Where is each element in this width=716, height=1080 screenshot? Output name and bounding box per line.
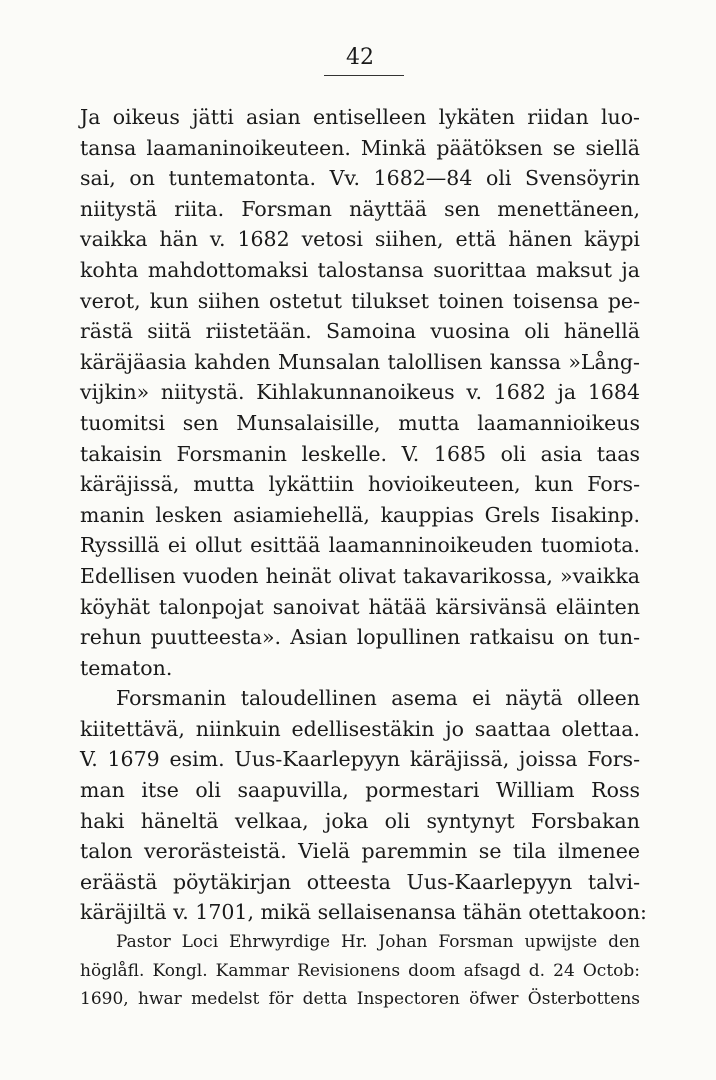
quoted-excerpt (80, 928, 640, 1014)
text-line: Ja oikeus jätti asian entiselleen lykäten riidan luo- (80, 105, 640, 129)
body-text (80, 102, 647, 928)
paragraph-2 (80, 683, 647, 928)
text-line: tansa laamaninoikeuteen. Minkä päätöksen se siellä (80, 135, 640, 160)
text-line: vijkin» niitystä. Kihlakunnanoikeus v. 1682 ja 1684 (80, 380, 640, 405)
text-line: vaikka hän v. 1682 vetosi siihen, että hänen käypi (80, 227, 640, 252)
text-line: man itse oli saapuvilla, pormestari William Ross (80, 778, 640, 803)
page-number: 42 (346, 45, 374, 70)
text-line: tuomitsi sen Munsalaisille, mutta laamannioikeus (80, 410, 640, 435)
text-line: sai, on tuntematonta. Vv. 1682—84 oli Svensöyrin (80, 166, 640, 191)
quote-line: Pastor Loci Ehrwyrdige Hr. Johan Forsman upwijste den (116, 932, 640, 952)
quote-line: höglåfl. Kongl. Kammar Revisionens doom afsagd d. 24 Octob: (80, 960, 640, 981)
text-line: käräjissä, mutta lykättiin hovioikeuteen, kun Fors- (80, 472, 640, 497)
text-line: rehun puutteesta». Asian lopullinen ratkaisu on tun- (80, 625, 640, 650)
text-line: takaisin Forsmanin leskelle. V. 1685 oli asia taas (80, 441, 640, 466)
text-line: eräästä pöytäkirjan otteesta Uus-Kaarlepyyn talvi- (80, 869, 640, 894)
header-rule (324, 75, 404, 76)
text-line: Ryssillä ei ollut esittää laamanninoikeuden tuomiota. (80, 533, 640, 558)
text-line: rästä siitä riistetään. Samoina vuosina oli hänellä (80, 319, 640, 344)
text-line: Edellisen vuoden heinät olivat takavarikossa, »vaikka (80, 563, 640, 588)
text-line: V. 1679 esim. Uus-Kaarlepyyn käräjissä, joissa Fors- (80, 747, 640, 772)
text-line: kiitettävä, niinkuin edellisestäkin jo saattaa olettaa. (80, 716, 640, 741)
text-line: köyhät talonpojat sanoivat hätää kärsivänsä eläinten (80, 594, 640, 619)
text-line: Forsmanin taloudellinen asema ei näytä olleen (116, 686, 640, 711)
text-line: kohta mahdottomaksi talostansa suorittaa maksut ja (80, 257, 640, 282)
text-line: niitystä riita. Forsman näyttää sen menettäneen, (80, 196, 640, 221)
text-line: käräjäasia kahden Munsalan talollisen kanssa »Lång- (80, 349, 640, 374)
document-page (80, 0, 647, 1080)
text-line: manin lesken asiamiehellä, kauppias Grels Iisakinp. (80, 502, 640, 527)
text-line: tematon. (80, 655, 173, 680)
text-line: verot, kun siihen ostetut tilukset toinen toisensa pe- (80, 288, 640, 313)
text-line: talon verorästeistä. Vielä paremmin se tila ilmenee (80, 839, 640, 864)
paragraph-1 (80, 102, 640, 683)
quote-line: 1690, hwar medelst för detta Inspectoren öfwer Österbottens (80, 989, 640, 1009)
text-line: käräjiltä v. 1701, mikä sellaisenansa tähän otettakoon: (80, 900, 647, 925)
text-line: haki häneltä velkaa, joka oli syntynyt Forsbakan (80, 808, 640, 833)
